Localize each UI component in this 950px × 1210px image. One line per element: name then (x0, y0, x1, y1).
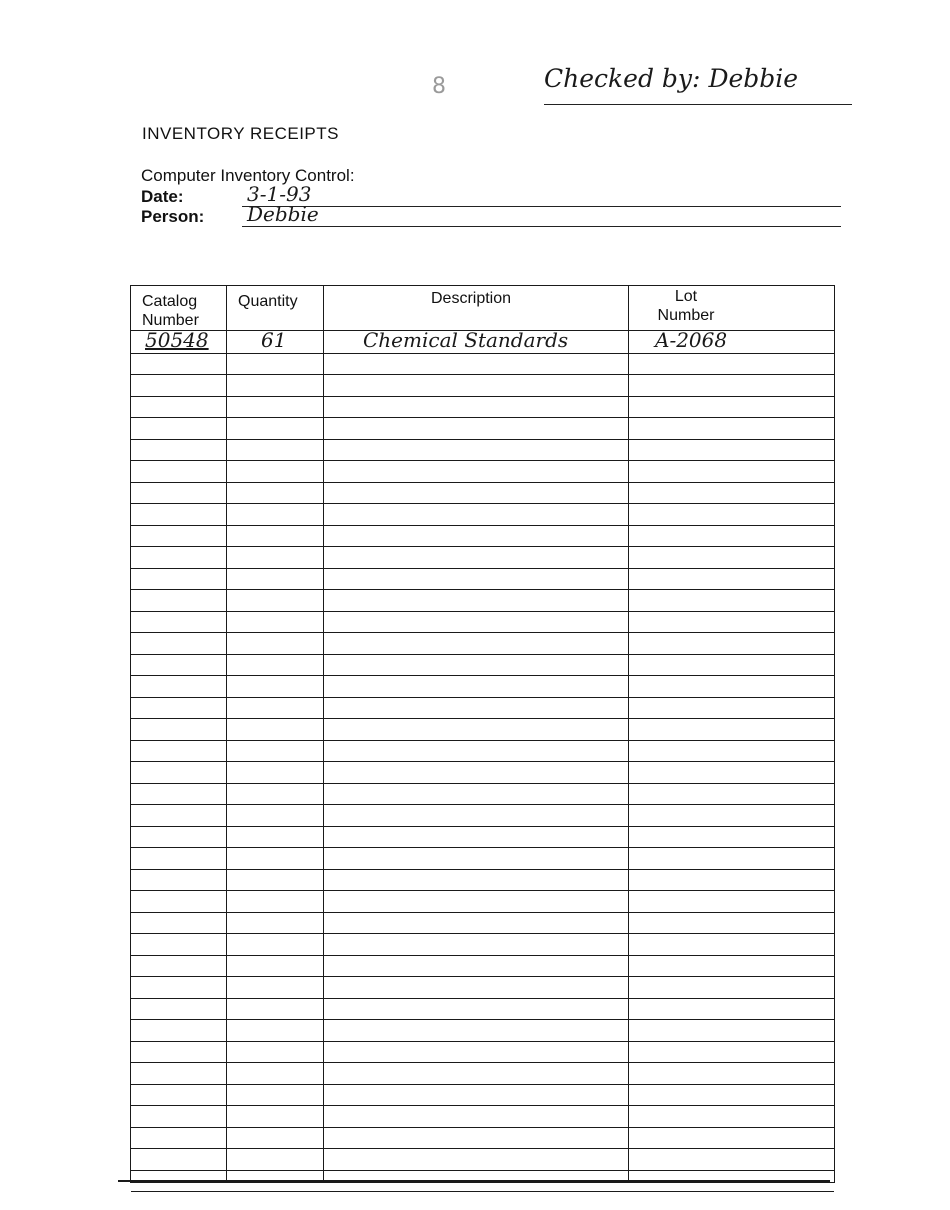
table-row (131, 934, 834, 956)
table-row (131, 870, 834, 892)
checked-by-name: Debbie (708, 64, 799, 93)
table-row (131, 1085, 834, 1107)
checked-by-label: Checked by: (544, 64, 701, 93)
header-catalog-line2: Number (142, 312, 199, 329)
person-value: Debbie (247, 202, 319, 226)
bottom-rule (118, 1180, 830, 1182)
date-field (141, 182, 841, 209)
table-row (131, 676, 834, 698)
header-description: Description (431, 290, 512, 307)
table-row (131, 461, 834, 483)
inventory-control-label: Computer Inventory Control: (141, 166, 355, 185)
table-row (131, 547, 834, 569)
table-row (131, 762, 834, 784)
table-body (131, 328, 834, 1192)
table-row (131, 504, 834, 526)
person-label: Person: (141, 207, 205, 226)
page-title: INVENTORY RECEIPTS (142, 124, 339, 143)
table-row (131, 827, 834, 849)
table-row (131, 1042, 834, 1064)
table-row (131, 956, 834, 978)
table-row (131, 848, 834, 870)
table-row (131, 328, 834, 354)
person-field (141, 202, 841, 229)
header-quantity: Quantity (238, 293, 298, 310)
checked-by-signature (544, 64, 852, 105)
table-row (131, 483, 834, 505)
table-row (131, 397, 834, 419)
person-underline (242, 226, 841, 227)
table-row (131, 805, 834, 827)
table-row (131, 741, 834, 763)
table-row (131, 891, 834, 913)
table-row (131, 590, 834, 612)
inventory-table (130, 285, 835, 1183)
header-lot-line1: Lot (674, 288, 698, 305)
table-row (131, 1020, 834, 1042)
header-catalog-number (142, 292, 199, 330)
table-row (131, 655, 834, 677)
table-row (131, 440, 834, 462)
table-row (131, 375, 834, 397)
header-lot-line2: Number (657, 307, 715, 324)
stamp-number: 8 (432, 74, 447, 99)
table-row (131, 913, 834, 935)
table-row (131, 1063, 834, 1085)
table-row (131, 633, 834, 655)
table-row (131, 977, 834, 999)
table-row (131, 784, 834, 806)
cell-lot-number: A-2068 (655, 328, 728, 352)
table-row (131, 1128, 834, 1150)
header-lot-number (651, 287, 721, 325)
table-row (131, 612, 834, 634)
table-row (131, 526, 834, 548)
table-row (131, 569, 834, 591)
table-row (131, 1106, 834, 1128)
date-label: Date: (141, 187, 184, 206)
table-row (131, 719, 834, 741)
table-row (131, 999, 834, 1021)
table-row (131, 1149, 834, 1171)
cell-quantity: 61 (261, 328, 287, 352)
table-row (131, 354, 834, 376)
header-catalog-line1: Catalog (142, 293, 198, 310)
table-row (131, 418, 834, 440)
date-value: 3-1-93 (247, 182, 312, 206)
cell-description: Chemical Standards (363, 328, 569, 352)
table-row (131, 698, 834, 720)
cell-catalog-number: 50548 (145, 328, 209, 352)
